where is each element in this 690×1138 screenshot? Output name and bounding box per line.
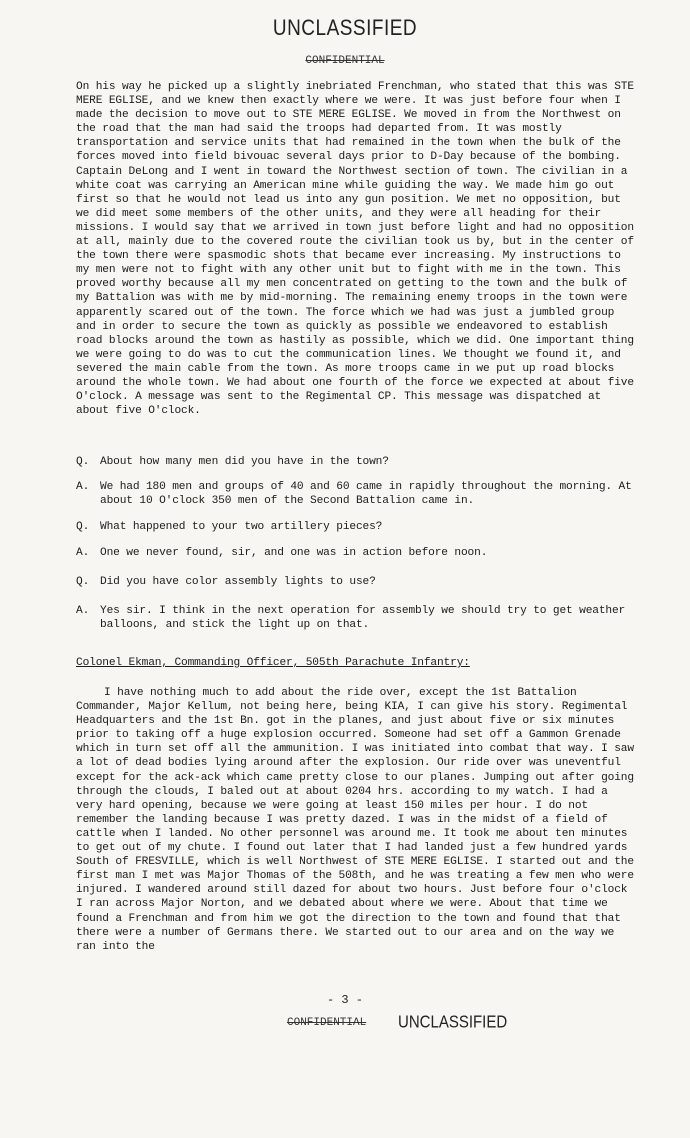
classification-banner-top: UNCLASSIFIED — [272, 16, 418, 41]
paragraph-2: I have nothing much to add about the ride over, except the 1st Battalion Commander, Major Kellum, not being here, being KIA, I can give his story. Regimental Headquarters and the 1st Bn. got in the planes, and just about five or six minutes prior to taking off a huge explosion occurred. Someone had set off a Gammon Grenade which in turn set off all the ammunition. I was initiated into combat that way. I saw a lot of dead bodies lying around after the explosion. Our ride over was uneventful except for the ack-ack which came pretty close to our planes. Jumping out after going through the clouds, I baled out at about 0204 hrs. according to my watch. I had a very hard opening, because we were going at least 150 miles per hour. I do not remember the landing because I was pretty dazed. I was in the midst of a field of cattle when I landed. No other personnel was around me. It took me about ten minutes to get out of my chute. I found out later that I had landed just a few hundred yards South of FRESVILLE, which is well Northwest of STE MERE EGLISE. I started out and the first man I met was Major Thomas of the 508th, and he was treating a few men who were injured. I wandered around still dazed for about two hours. Just before four o'clock I ran across Major Norton, and we debated about where we were. About that time we found a Frenchman and from him we got the direction to the town and found that that there were a number of Germans there. We started out to our area and on the way we ran into the — [76, 687, 634, 953]
qa-text: One we never found, sir, and one was in action before noon. — [100, 547, 488, 559]
qa-text: About how many men did you have in the town? — [100, 456, 389, 468]
page-number: - 3 - — [326, 993, 363, 1007]
qa-text: What happened to your two artillery pieces? — [100, 521, 383, 533]
interview-answer — [76, 480, 636, 508]
qa-tag: Q. — [76, 521, 90, 533]
qa-text: Did you have color assembly lights to use? — [100, 576, 376, 588]
qa-tag: Q. — [76, 456, 90, 468]
interview-answer — [76, 546, 636, 560]
struck-marking-bottom: CONFIDENTIAL — [287, 1017, 367, 1029]
interview-question — [76, 575, 636, 589]
interview-answer — [76, 604, 636, 632]
qa-tag: A. — [76, 547, 90, 559]
qa-tag: A. — [76, 481, 90, 493]
paragraph-1: On his way he picked up a slightly inebriated Frenchman, who stated that this was STE MERE EGLISE, and we knew then exactly where we were. It was just before four when I made the decision to move out to STE MERE EGLISE. We moved in from the Northwest on the road that the man had said the troops had departed from. It was mostly transportation and service units that had remained in the town when the bulk of the forces moved into field bivouac several days prior to D-Day because of the bombing. Captain DeLong and I went in toward the Northwest section of town. The civilian in a white coat was carrying an American mine while guiding the way. We made him go out first so that he would not lead us into any gun position. We met no opposition, but we did meet some members of the other units, and they were all heading for their missions. I would say that we arrived in town just before light and had no opposition at all, mainly due to the covered route the civilian took us by, but in the center of the town there were spasmodic shots that became ever increasing. My instructions to my men were not to fight with any other unit but to fight with me in the town. This proved worthy because all my men concentrated on getting to the town and the bulk of my Battalion was with me by mid-morning. The remaining enemy troops in the town were apparently scared out of the town. The force which we had was just a jumbled group and in order to secure the town as quickly as possible we endeavored to establish road blocks around the town as hastily as possible, which we did. One important thing we were going to do was to cut the communication lines. We thought we found it, and severed the main cable from the town. As more troops came in we put up road blocks around the whole town. We had about one fourth of the force we expected at about five O'clock. A message was sent to the Regimental CP. This message was dispatched at about five O'clock. — [76, 81, 634, 418]
qa-tag: Q. — [76, 576, 90, 588]
qa-tag: A. — [76, 605, 90, 617]
section-heading: Colonel Ekman, Commanding Officer, 505th Parachute Infantry: — [76, 657, 470, 669]
qa-text: Yes sir. I think in the next operation for assembly we should try to get weather balloons, and stick the light up on that. — [100, 605, 626, 632]
classification-banner-bottom: UNCLASSIFIED — [398, 1012, 508, 1033]
struck-marking-top: CONFIDENTIAL — [305, 55, 385, 67]
qa-text: We had 180 men and groups of 40 and 60 came in rapidly throughout the morning. At about 10 O'clock 350 men of the Second Battalion came in. — [100, 481, 632, 508]
interview-question — [76, 520, 636, 534]
interview-question — [76, 455, 636, 469]
